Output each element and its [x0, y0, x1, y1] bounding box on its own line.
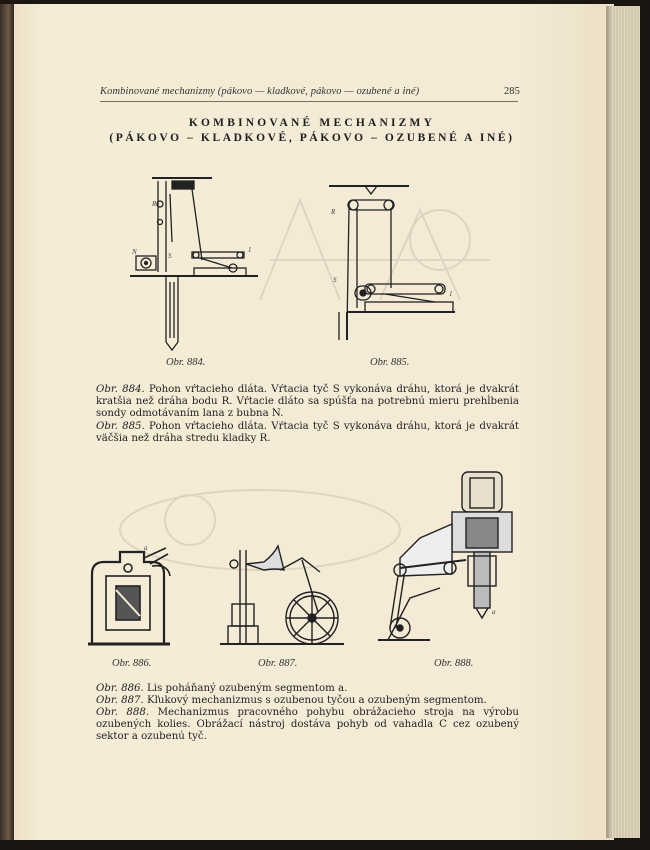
figure-887	[220, 540, 350, 652]
description-885	[96, 421, 519, 445]
figure-885-caption: Obr. 885.	[370, 357, 410, 368]
figure-884-drawing	[130, 172, 265, 354]
description-text: Pohon vŕtacieho dláta. Vŕtacia tyč S vykonáva dráhu, ktorá je dvakrát kratšia než dráha bodu R. Vŕtacie dláto sa spúšťa na potrebnú mieru prehĺbenia sondy odmotávaním lana z bubna N.	[96, 384, 519, 420]
running-title: Kombinované mechanizmy (pákovo — kladkové, pákovo — ozubené a iné)	[100, 86, 420, 97]
running-header	[100, 86, 520, 97]
label-n: N	[132, 248, 137, 256]
figure-886	[86, 540, 178, 652]
figure-885	[325, 178, 465, 343]
figure-888-caption: Obr. 888.	[434, 658, 474, 669]
label-s: S	[333, 276, 337, 284]
figure-884-caption: Obr. 884.	[166, 357, 206, 368]
label-r: R	[331, 208, 336, 216]
label-s: S	[168, 252, 172, 260]
book-cover-edge	[0, 4, 14, 840]
description-ref: Obr. 887.	[96, 695, 144, 706]
figure-885-drawing	[325, 178, 465, 343]
figure-888	[370, 468, 522, 648]
label-1: 1	[248, 246, 252, 254]
header-rule	[100, 101, 518, 102]
figure-888-drawing	[370, 468, 522, 648]
description-text: Pohon vŕtacieho dláta. Vŕtacia tyč S vykonáva dráhu, ktorá je dvakrát väčšia než dráha stredu kladky R.	[96, 421, 519, 445]
section-subtitle: (PÁKOVO – KLADKOVÉ, PÁKOVO – OZUBENÉ A INÉ)	[109, 132, 515, 144]
spine-shadow	[606, 6, 612, 838]
description-ref: Obr. 886.	[96, 683, 144, 694]
figure-887-caption: Obr. 887.	[258, 658, 298, 669]
description-ref: Obr. 885.	[96, 421, 145, 432]
figure-887-drawing	[220, 540, 350, 652]
description-text: Mechanizmus pracovného pohybu obrážacieho stroja na výrobu ozubených kolies. Obrážací nástroj dostáva pohyb od vahadla C cez ozubený sektor a ozubenú tyč.	[96, 707, 519, 743]
label-a: a	[144, 544, 148, 552]
description-886	[96, 683, 519, 695]
label-r: R	[152, 200, 157, 208]
description-884	[96, 384, 519, 421]
label-a: a	[492, 608, 496, 616]
description-888	[96, 707, 519, 744]
description-ref: Obr. 888.	[96, 707, 150, 718]
section-title: KOMBINOVANÉ MECHANIZMY	[188, 117, 436, 129]
figure-886-caption: Obr. 886.	[112, 658, 152, 669]
description-887	[96, 695, 519, 707]
description-ref: Obr. 884.	[96, 384, 145, 395]
label-1: 1	[449, 290, 453, 298]
description-text: Lis poháňaný ozubeným segmentom a.	[147, 683, 348, 694]
figure-886-drawing	[86, 540, 178, 652]
page-number: 285	[503, 86, 520, 97]
description-text: Kľukový mechanizmus s ozubenou tyčou a ozubeným segmentom.	[147, 695, 487, 706]
figure-884	[130, 172, 265, 354]
